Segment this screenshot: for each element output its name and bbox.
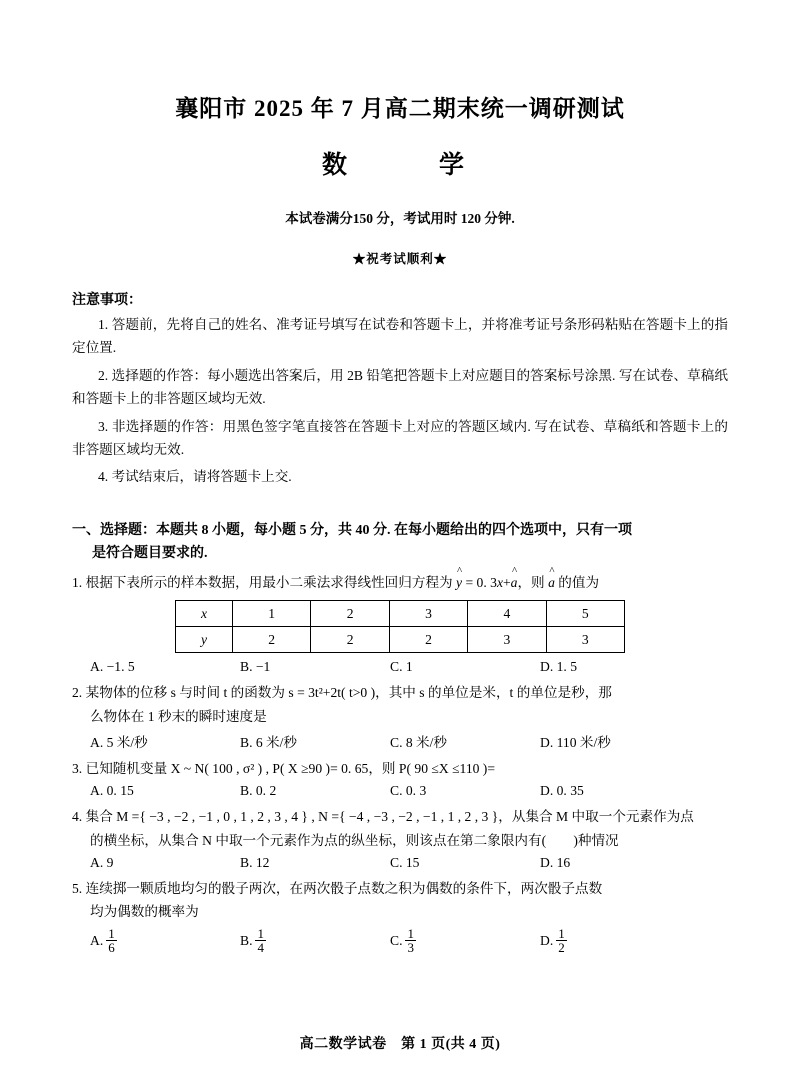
table-cell: 2 — [311, 601, 389, 627]
table-cell: 2 — [389, 627, 467, 653]
question-text: 连续掷一颗质地均匀的骰子两次，在两次骰子点数之积为偶数的条件下，两次骰子点数 — [85, 881, 603, 897]
table-cell: 3 — [546, 627, 624, 653]
option-a: A. 5 米/秒 — [90, 734, 148, 750]
notice-title: 注意事项： — [72, 293, 142, 308]
option-a: A. 9 — [90, 855, 114, 871]
option-b: B. 6 米/秒 — [240, 734, 298, 750]
question-5 — [72, 877, 728, 924]
table-cell: 3 — [389, 601, 467, 627]
option-a: A. −1. 5 — [90, 659, 135, 675]
section-heading-text: 本题共 8 小题，每小题 5 分，共 40 分. 在每小题给出的四个选项中，只有一项 — [156, 522, 632, 538]
question-text-cont: 均为偶数的概率为 — [90, 904, 199, 920]
option-b: B. 12 — [240, 855, 270, 871]
option-b: B. 0. 2 — [240, 783, 277, 799]
option-a: A. 0. 15 — [90, 783, 134, 799]
table-cell: 1 — [233, 601, 311, 627]
option-a-label: A. — [90, 932, 104, 948]
option-c: C. 8 米/秒 — [390, 734, 448, 750]
table-row — [176, 601, 625, 627]
question-1 — [72, 571, 728, 594]
fraction-numerator: 1 — [407, 925, 414, 941]
question-text: 已知随机变量 X ~ N( 100 , σ² ) , P( X ≥90 )= 0. 65，则 P( 90 ≤X ≤110 )= — [85, 760, 496, 776]
option-d: D. 110 米/秒 — [540, 734, 611, 750]
option-d: D. 0. 35 — [540, 783, 584, 799]
table-cell: 3 — [468, 627, 546, 653]
question-text-cont: 么物体在 1 秒末的瞬时速度是 — [90, 708, 267, 724]
option-d — [540, 927, 690, 955]
table-row-header: x — [176, 601, 233, 627]
option-a — [90, 927, 240, 955]
table-row-header: y — [176, 627, 233, 653]
option-d-label: D. — [540, 932, 554, 948]
fraction — [255, 927, 266, 955]
fraction — [106, 927, 117, 955]
section-heading-lead: 一、选择题： — [72, 522, 156, 538]
option-c: C. 1 — [390, 659, 413, 675]
question-number: 3. — [72, 760, 83, 776]
question-number: 2. — [72, 685, 83, 701]
option-b: B. −1 — [240, 659, 271, 675]
question-2-options — [72, 731, 728, 751]
page-footer: 高二数学试卷 第 1 页(共 4 页) — [299, 1037, 501, 1052]
table-cell: 2 — [233, 627, 311, 653]
table-cell: 2 — [311, 627, 389, 653]
fraction-numerator: 1 — [558, 925, 565, 941]
good-luck-note: ★祝考试顺利★ — [352, 252, 448, 266]
notice-item: 1. 答题前，先将自己的姓名、准考证号填写在试卷和答题卡上，并将准考证号条形码粘贴在答题卡上的指定位置. — [72, 317, 728, 356]
section-heading-text-cont: 是符合题目要求的. — [92, 545, 208, 561]
fraction — [405, 927, 416, 955]
table-cell: 4 — [468, 601, 546, 627]
question-text: 根据下表所示的样本数据，用最小二乘法求得线性回归方程为 ^ y = 0. 3x+^ a，则 ^ a 的值为 — [86, 575, 599, 590]
exam-meta: 本试卷满分150 分，考试用时 120 分钟. — [285, 211, 515, 226]
question-number: 1. — [72, 574, 83, 590]
question-number: 5. — [72, 881, 83, 897]
question-4 — [72, 805, 728, 852]
fraction — [556, 927, 567, 955]
question-text: 某物体的位移 s 与时间 t 的函数为 s = 3t²+2t( t>0 )，其中 s 的单位是米，t 的单位是秒，那 — [85, 685, 612, 701]
option-b — [240, 927, 390, 955]
table-cell: 5 — [546, 601, 624, 627]
question-5-options — [72, 927, 728, 955]
option-c — [390, 927, 540, 955]
option-b-label: B. — [240, 932, 253, 948]
page-title: 襄阳市 2025 年 7 月高二期末统一调研测试 — [175, 96, 625, 121]
question-text-cont: 的横坐标，从集合 N 中取一个元素作为点的纵坐标，则该点在第二象限内有( )种情况 — [90, 832, 619, 848]
notice-item: 4. 考试结束后，请将答题卡上交. — [98, 469, 292, 485]
section-heading-multiple-choice — [72, 519, 728, 565]
subject-title: 数 学 — [321, 152, 478, 179]
fraction-denominator: 4 — [257, 940, 264, 956]
question-3-options — [72, 783, 728, 799]
sample-data-table — [175, 600, 625, 653]
fraction-denominator: 2 — [558, 940, 565, 956]
question-4-options — [72, 855, 728, 871]
option-c: C. 0. 3 — [390, 783, 427, 799]
question-2 — [72, 681, 728, 728]
fraction-numerator: 1 — [108, 925, 115, 941]
fraction-denominator: 6 — [108, 940, 115, 956]
fraction-numerator: 1 — [257, 925, 264, 941]
question-number: 4. — [72, 809, 83, 825]
question-1-options — [72, 659, 728, 675]
option-d: D. 1. 5 — [540, 659, 578, 675]
option-c-label: C. — [390, 932, 403, 948]
question-3 — [72, 757, 728, 780]
option-d: D. 16 — [540, 855, 571, 871]
option-c: C. 15 — [390, 855, 420, 871]
fraction-denominator: 3 — [407, 940, 414, 956]
notice-item: 3. 非选择题的作答：用黑色签字笔直接答在答题卡上对应的答题区域内. 写在试卷、草稿纸和答题卡上的非答题区域均无效. — [72, 418, 728, 457]
table-row — [176, 627, 625, 653]
question-text: 集合 M ={ −3 , −2 , −1 , 0 , 1 , 2 , 3 , 4 } , N ={ −4 , −3 , −2 , −1 , 1 , 2 , 3 }，从集合 M 中取一个元素作为点 — [85, 809, 694, 825]
notice-item: 2. 选择题的作答：每小题选出答案后，用 2B 铅笔把答题卡上对应题目的答案标号涂黑. 写在试卷、草稿纸和答题卡上的非答题区域均无效. — [72, 367, 728, 407]
